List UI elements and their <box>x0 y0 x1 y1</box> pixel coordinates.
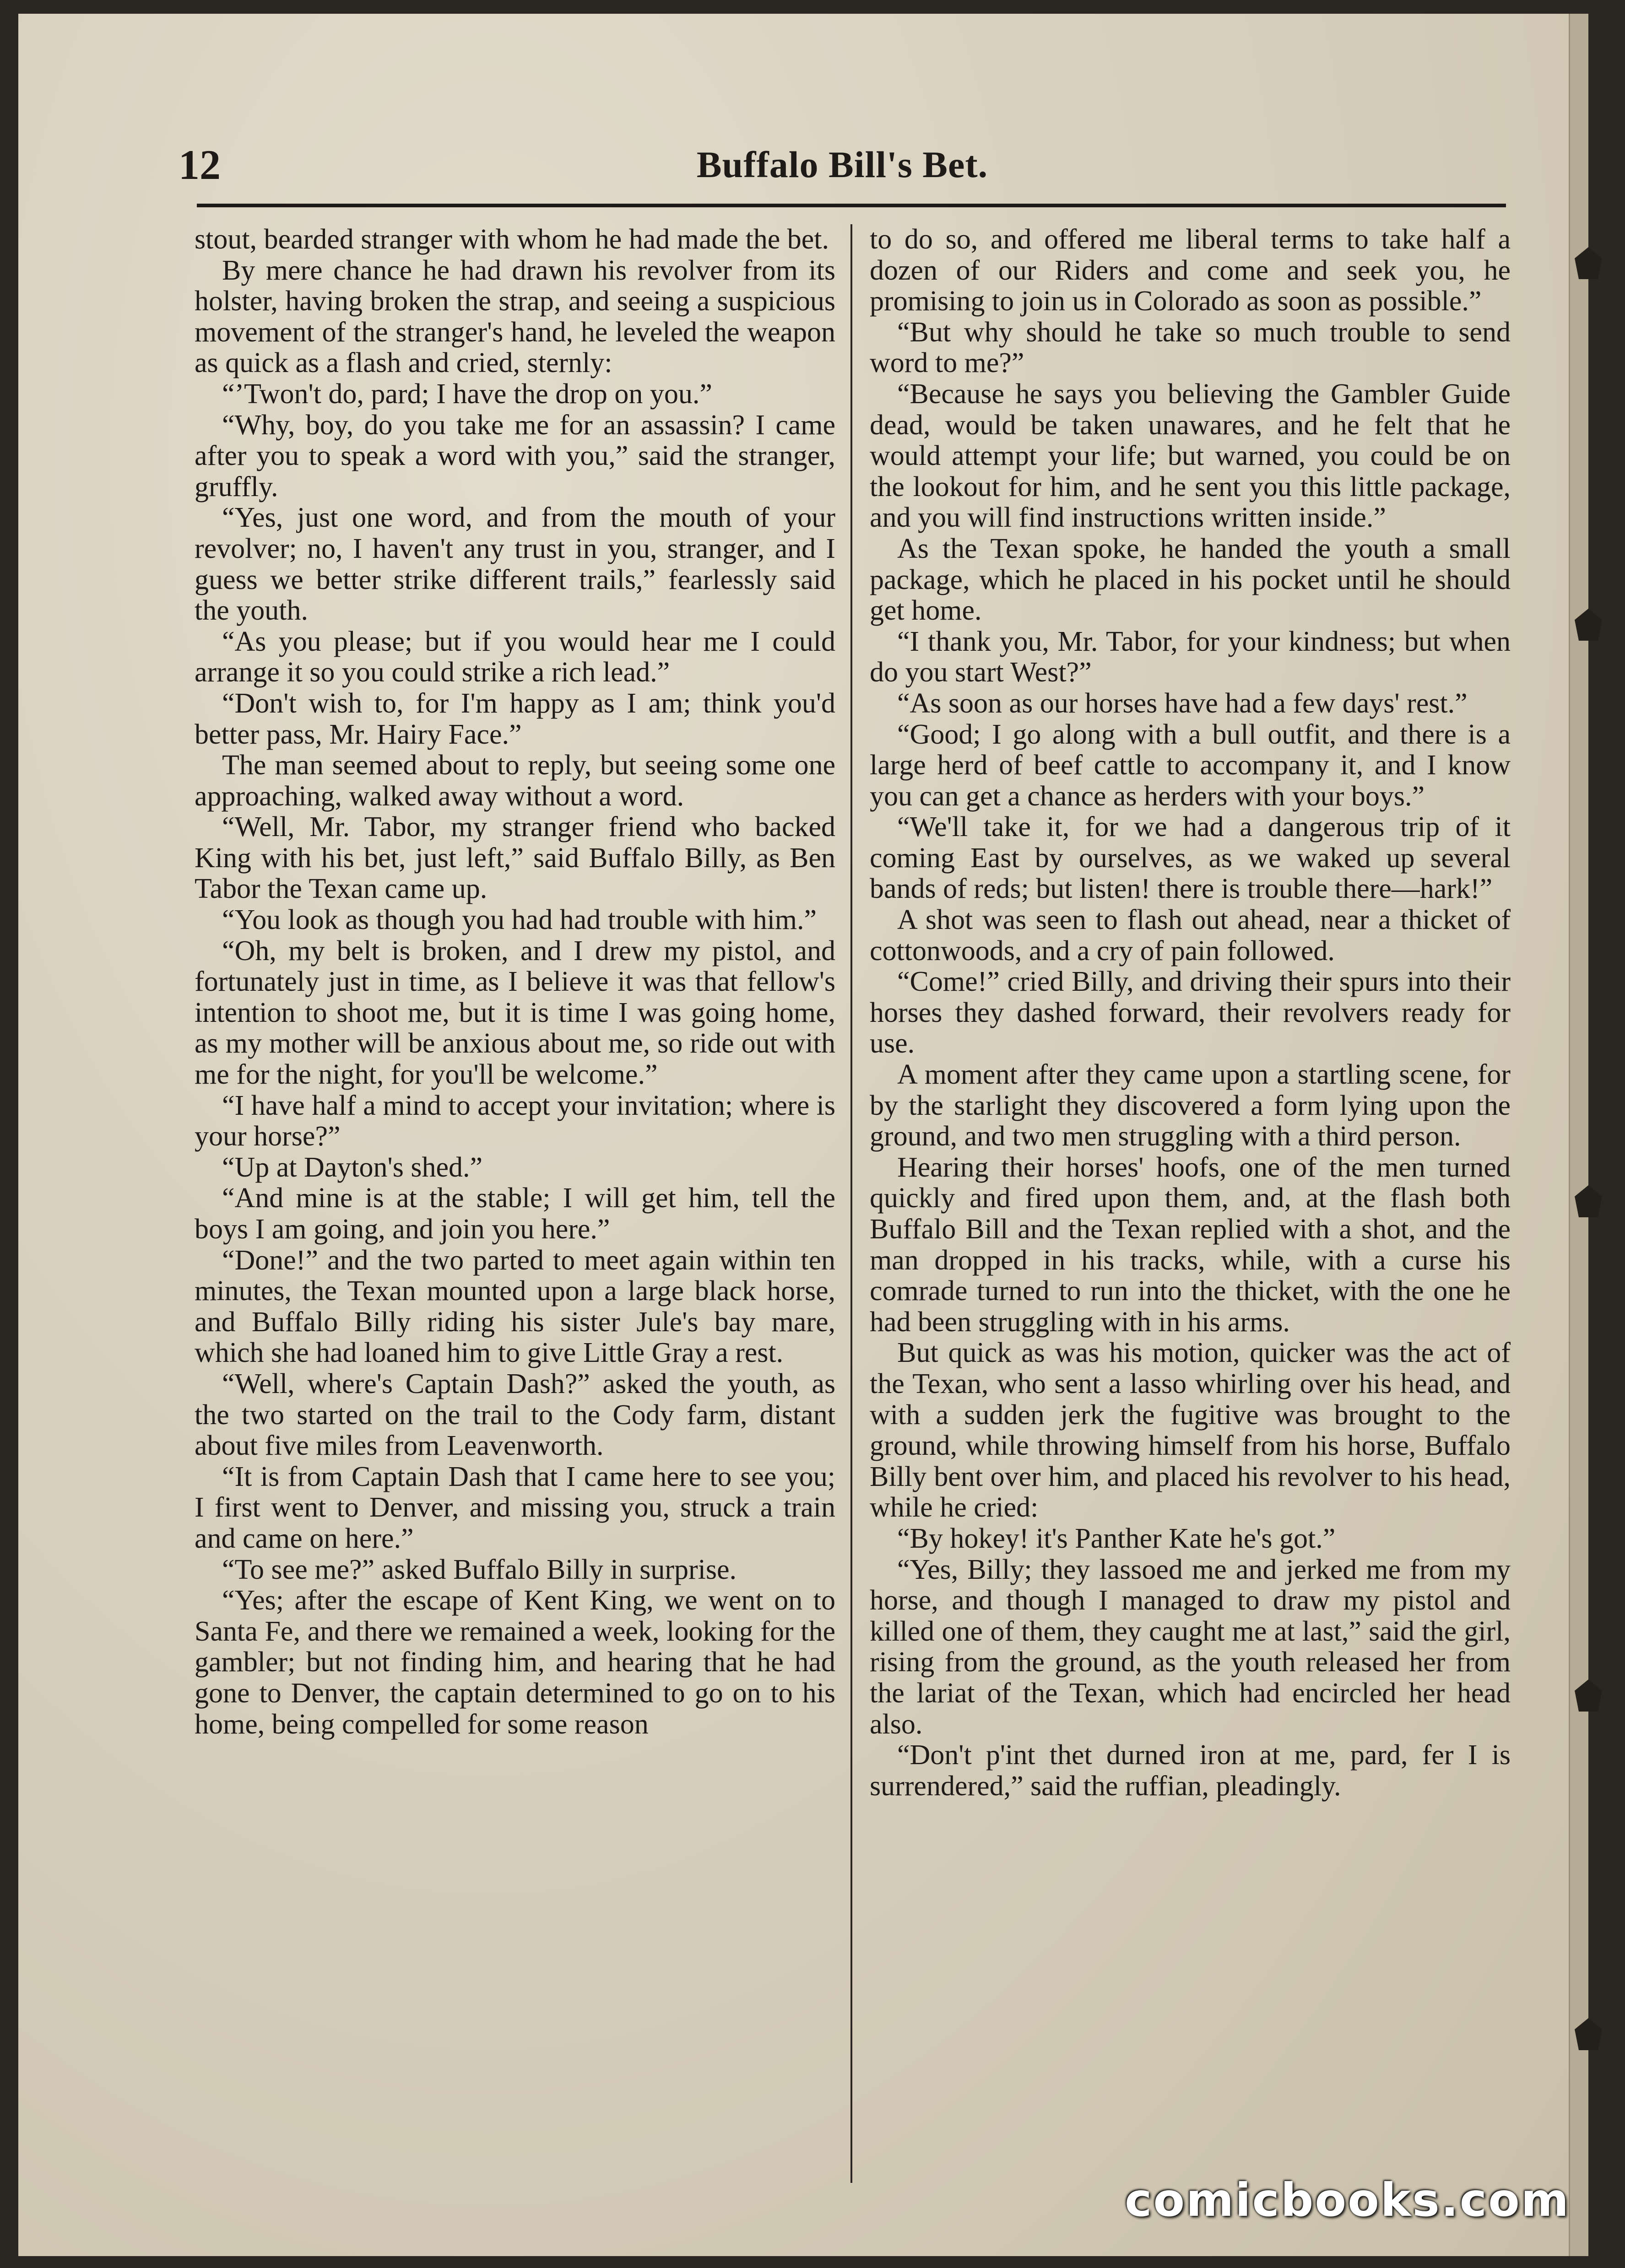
watermark-logo: comicbooks.com <box>1125 2173 1570 2227</box>
paragraph: “Come!” cried Billy, and driving their spurs into their horses they dashed forward, their revolvers ready for use. <box>870 966 1511 1059</box>
paragraph: stout, bearded stranger with whom he had made the bet. <box>195 224 829 255</box>
header-rule <box>197 204 1506 207</box>
paragraph: A moment after they came upon a startling scene, for by the starlight they discovered a form lying upon the ground, and two men struggling with a third person. <box>870 1059 1511 1152</box>
paragraph: “As you please; but if you would hear me I could arrange it so you could strike a rich lead.” <box>195 626 835 688</box>
paragraph: “Oh, my belt is broken, and I drew my pistol, and fortunately just in time, as I believe it was that fellow's intention to shoot me, but it is time I was going home, as my mother will be anxious about me, so ride out with me for the night, for you'll be welcome.” <box>195 935 835 1091</box>
paragraph: “Good; I go along with a bull outfit, and there is a large herd of beef cattle to accompany it, and I know you can get a chance as herders with your boys.” <box>870 718 1511 812</box>
right-column <box>870 224 1511 2192</box>
paragraph: “But why should he take so much trouble to send word to me?” <box>870 316 1511 379</box>
book-page <box>18 14 1588 2256</box>
paragraph: “Don't wish to, for I'm happy as I am; think you'd better pass, Mr. Hairy Face.” <box>195 687 835 750</box>
paragraph: A shot was seen to flash out ahead, near a thicket of cottonwoods, and a cry of pain followed. <box>870 904 1511 967</box>
page-edge <box>1569 14 1588 2256</box>
left-column <box>195 224 835 2192</box>
paragraph: “Done!” and the two parted to meet again within ten minutes, the Texan mounted upon a large black horse, and Buffalo Billy riding his sister Jule's bay mare, which she had loaned him to give Little Gray a rest. <box>195 1244 835 1369</box>
paragraph: “Don't p'int thet durned iron at me, pard, fer I is surrendered,” said the ruffian, pleadingly. <box>870 1739 1511 1802</box>
paragraph: “As soon as our horses have had a few days' rest.” <box>897 687 1468 719</box>
page-number: 12 <box>179 141 221 188</box>
paragraph: “It is from Captain Dash that I came here to see you; I first went to Denver, and missing you, struck a train and came on here.” <box>195 1461 835 1554</box>
paragraph: “You look as though you had had trouble with him.” <box>222 904 817 936</box>
paragraph: By mere chance he had drawn his revolver from its holster, having broken the strap, and seeing a suspicious movement of the stranger's hand, he leveled the weapon as quick as a flash and cried, sternly: <box>195 254 835 379</box>
paragraph: Hearing their horses' hoofs, one of the men turned quickly and fired upon them, and, at the flash both Buffalo Bill and the Texan replied with a shot, and the man dropped in his tracks, while, with a curse his comrade turned to run into the thicket, with the one he had been struggling with in his arms. <box>870 1151 1511 1338</box>
paragraph: “Why, boy, do you take me for an assassin? I came after you to speak a word with you,” said the stranger, gruffly. <box>195 409 835 502</box>
page-header <box>179 137 1506 192</box>
paragraph: “We'll take it, for we had a dangerous trip of it coming East by ourselves, as we waked up several bands of reds; but listen! there is trouble there—hark!” <box>870 811 1511 905</box>
paragraph: to do so, and offered me liberal terms to take half a dozen of our Riders and come and seek you, he promising to join us in Colorado as soon as possible.” <box>870 224 1511 317</box>
paragraph: “Up at Dayton's shed.” <box>222 1151 483 1183</box>
paragraph: “Yes, Billy; they lassoed me and jerked me from my horse, and though I managed to draw my pistol and killed one of them, they caught me at last,” said the girl, rising from the ground, as the youth released her from the lariat of the Texan, which had encircled her head also. <box>870 1554 1511 1740</box>
paragraph: “Well, where's Captain Dash?” asked the youth, as the two started on the trail to the Cody farm, distant about five miles from Leavenworth. <box>195 1368 835 1462</box>
column-divider <box>850 224 852 2183</box>
paragraph: “Well, Mr. Tabor, my stranger friend who backed King with his bet, just left,” said Buffalo Billy, as Ben Tabor the Texan came up. <box>195 811 835 905</box>
paragraph: “I thank you, Mr. Tabor, for your kindness; but when do you start West?” <box>870 626 1511 688</box>
running-title: Buffalo Bill's Bet. <box>696 144 988 185</box>
paragraph: “Yes; after the escape of Kent King, we went on to Santa Fe, and there we remained a week, looking for the gambler; but not finding him, and hearing that he had gone to Denver, the captain determined to go on to his home, being compelled for some reason <box>195 1585 835 1740</box>
paragraph: “Because he says you believing the Gambler Guide dead, would be taken unawares, and he felt that he would attempt your life; but warned, you could be on the lookout for him, and he sent you this little package, and you will find instructions written inside.” <box>870 378 1511 534</box>
paragraph: “I have half a mind to accept your invitation; where is your horse?” <box>195 1090 835 1152</box>
paragraph: “Yes, just one word, and from the mouth of your revolver; no, I haven't any trust in you, stranger, and I guess we better strike different trails,” fearlessly said the youth. <box>195 502 835 626</box>
paragraph: “And mine is at the stable; I will get him, tell the boys I am going, and join you here.” <box>195 1183 835 1245</box>
paragraph: “’Twon't do, pard; I have the drop on you.” <box>222 378 712 410</box>
paragraph: The man seemed about to reply, but seeing some one approaching, walked away without a word. <box>195 750 835 812</box>
paragraph: As the Texan spoke, he handed the youth a small package, which he placed in his pocket until he should get home. <box>870 533 1511 626</box>
paragraph: But quick as was his motion, quicker was the act of the Texan, who sent a lasso whirling over his head, and with a sudden jerk the fugitive was brought to the ground, while throwing himself from his horse, Buffalo Billy bent over him, and placed his revolver to his head, while he cried: <box>870 1337 1511 1523</box>
paragraph: “By hokey! it's Panther Kate he's got.” <box>897 1523 1336 1554</box>
paragraph: “To see me?” asked Buffalo Billy in surprise. <box>222 1554 737 1585</box>
